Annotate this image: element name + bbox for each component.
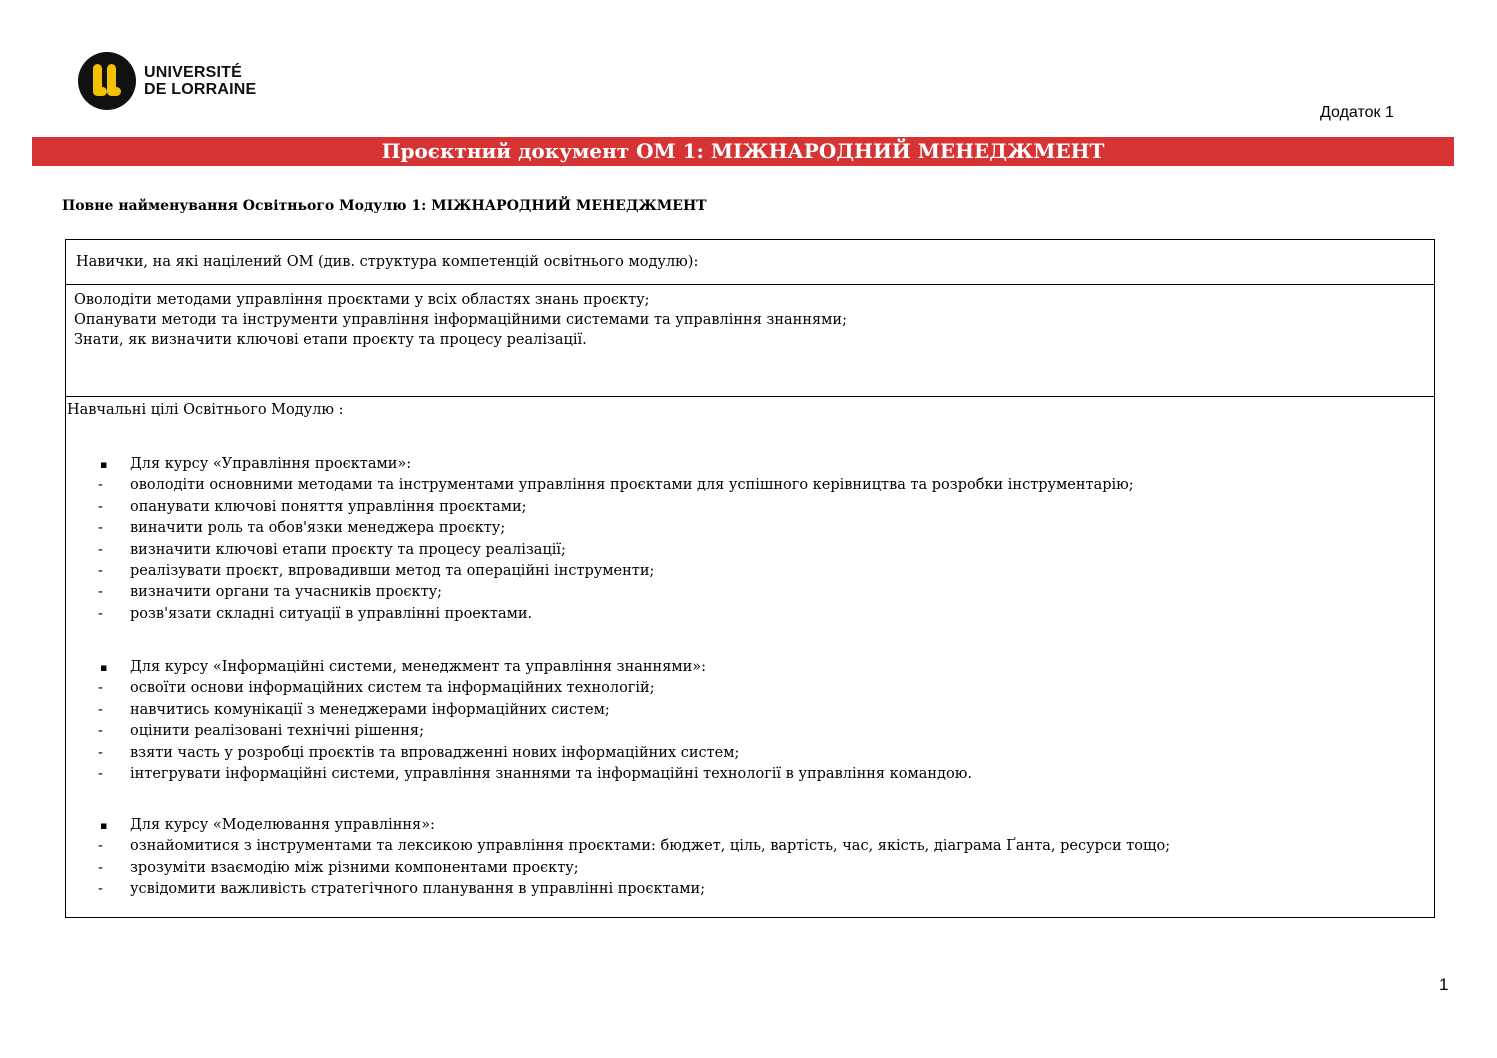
dash-bullet: - [98,701,103,718]
list-item-text: опанувати ключові поняття управління проєктами; [130,498,527,515]
list-item-text: освоїти основи інформаційних систем та інформаційних технологій; [130,680,655,697]
course-management-modeling [66,815,1434,901]
list-item [66,540,1434,561]
list-item-text: розв'язати складні ситуації в управлінні проектами. [130,605,533,622]
course-information-systems [66,657,1434,785]
course-title: Для курсу «Управління проєктами»: [130,456,412,472]
dash-bullet: - [98,605,103,622]
list-item-text: визначити органи та учасників проєкту; [130,584,443,601]
course-title-line [66,815,1434,836]
skill-line: Оволодіти методами управління проєктами у всіх областях знань проєкту; [74,292,650,308]
logo-text-line2: DE LORRAINE [144,81,257,98]
list-item-text: визначити ключові етапи проєкту та процесу реалізації; [130,541,566,558]
dash-bullet: - [98,520,103,537]
list-item-text: зрозуміти взаємодію між різними компонентами проєкту; [130,859,579,876]
list-item [66,497,1434,518]
skill-line: Знати, як визначити ключові етапи проєкту та процесу реалізації. [74,332,587,348]
module-full-name: Повне найменування Освітнього Модулю 1: МІЖНАРОДНИЙ МЕНЕДЖМЕНТ [62,198,707,214]
dash-bullet: - [98,723,103,740]
list-item-text: ознайомитися з інструментами та лексикою управління проєктами: бюджет, ціль, вартість, час, якість, діаграма Ґанта, ресурси тощо; [130,838,1171,855]
list-item-text: виначити роль та обов'язки менеджера проєкту; [130,520,506,537]
dash-bullet: - [98,881,103,898]
list-item [66,475,1434,496]
university-logo-icon [78,52,136,110]
document-title: Проєктний документ ОМ 1: МІЖНАРОДНИЙ МЕНЕДЖМЕНТ [32,137,1454,166]
dash-bullet: - [98,680,103,697]
list-item-text: оволодіти основними методами та інструментами управління проєктами для успішного керівництва та розробки інструментарію; [130,477,1134,494]
square-bullet-icon: ▪ [100,819,108,832]
skills-list [74,290,847,350]
list-item-text: оцінити реалізовані технічні рішення; [130,723,424,740]
dash-bullet: - [98,562,103,579]
dash-bullet: - [98,584,103,601]
skills-row [66,284,1434,397]
dash-bullet: - [98,744,103,761]
list-item [66,743,1434,764]
list-item-text: інтегрувати інформаційні системи, управління знаннями та інформаційні технології в управління командою. [130,765,972,782]
list-item-text: реалізувати проєкт, впровадивши метод та операційні інструменти; [130,562,655,579]
list-item [66,858,1434,879]
course-title: Для курсу «Інформаційні системи, менеджмент та управління знаннями»: [130,659,707,675]
dash-bullet: - [98,859,103,876]
list-item [66,836,1434,857]
dash-bullet: - [98,541,103,558]
logo-wordmark [144,64,256,98]
objectives-row [66,396,1434,918]
list-item [66,561,1434,582]
list-item [66,604,1434,625]
course-title-line [66,454,1434,475]
list-item [66,879,1434,900]
dash-bullet: - [98,477,103,494]
course-title-line [66,657,1434,678]
course-project-management [66,454,1434,625]
list-item [66,721,1434,742]
dash-bullet: - [98,838,103,855]
list-item [66,582,1434,603]
page-number: 1 [1439,975,1449,994]
list-item-text: взяти часть у розробці проєктів та впровадженні нових інформаційних систем; [130,744,740,761]
dash-bullet: - [98,765,103,782]
list-item [66,678,1434,699]
university-logo [78,52,256,110]
list-item [66,518,1434,539]
module-table [65,239,1435,918]
list-item-text: навчитись комунікації з менеджерами інформаційних систем; [130,701,610,718]
annex-label: Додаток 1 [1320,104,1394,121]
objectives-heading: Навчальні цілі Освітнього Модулю : [67,402,344,418]
dash-bullet: - [98,498,103,515]
square-bullet-icon: ▪ [100,458,108,471]
list-item [66,764,1434,785]
square-bullet-icon: ▪ [100,661,108,674]
list-item-text: усвідомити важливість стратегічного планування в управлінні проєктами; [130,881,706,898]
logo-text-line1: UNIVERSITÉ [144,64,243,81]
list-item [66,700,1434,721]
skill-line: Опанувати методи та інструменти управління інформаційними системами та управління знаннями; [74,312,847,328]
course-title: Для курсу «Моделювання управління»: [130,817,435,833]
skills-heading-row [66,240,1434,284]
skills-heading: Навички, на які націлений ОМ (див. структура компетенцій освітнього модулю): [76,254,699,270]
